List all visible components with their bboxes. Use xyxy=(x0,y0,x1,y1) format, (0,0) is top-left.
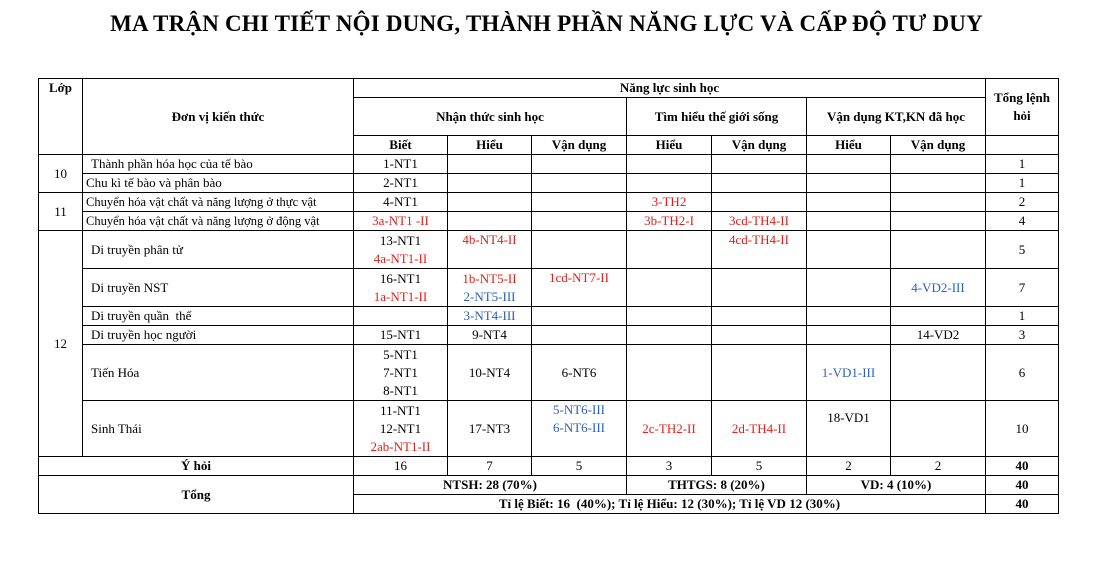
biet-cell: 15-NT1 xyxy=(354,326,448,345)
biet-cell xyxy=(354,401,448,457)
hieu-cell: 17-NT3 xyxy=(448,401,532,457)
unit-cell: Thành phần hóa học của tế bào xyxy=(83,155,354,174)
header-lop: Lớp xyxy=(39,79,83,155)
hieu-cell: 10-NT4 xyxy=(448,345,532,401)
tong-vd: VD: 4 (10%) xyxy=(807,476,986,495)
total-cell: 1 xyxy=(986,174,1059,193)
header-vd-van-dung: Vận dụng xyxy=(891,136,986,155)
biet-cell xyxy=(354,269,448,307)
header-vd-hieu: Hiểu xyxy=(807,136,891,155)
header-nhan-thuc: Nhận thức sinh học xyxy=(354,98,627,136)
biet-cell xyxy=(354,231,448,269)
y-hoi-value: 5 xyxy=(712,457,807,476)
vd-item: 6-NT6-III xyxy=(553,420,605,435)
grade-cell: 11 xyxy=(39,193,83,231)
biet-cell: 1-NT1 xyxy=(354,155,448,174)
vd-item: 5-NT6-III xyxy=(553,402,605,417)
unit-cell: Chuyển hóa vật chất và năng lượng ở động vật xyxy=(83,212,354,231)
vd-vd-cell: 4-VD2-III xyxy=(891,269,986,307)
header-total-blank xyxy=(986,136,1059,155)
table-row xyxy=(39,345,1059,401)
th-vd-cell: 2d-TH4-II xyxy=(712,401,807,457)
unit-cell: Di truyền học người xyxy=(83,326,354,345)
tong-total-2: 40 xyxy=(986,495,1059,514)
header-tong-lenh-hoi: Tổng lệnh hỏi xyxy=(986,79,1059,136)
table-row xyxy=(39,231,1059,269)
biet-item: 5-NT1 xyxy=(383,346,418,362)
biet-item: 7-NT1 xyxy=(383,364,418,380)
y-hoi-value: 16 xyxy=(354,457,448,476)
tong-row xyxy=(39,476,1059,495)
table-row xyxy=(39,269,1059,307)
table-row xyxy=(39,326,1059,345)
y-hoi-total: 40 xyxy=(986,457,1059,476)
biet-cell: 2-NT1 xyxy=(354,174,448,193)
hieu-item: 2-NT5-III xyxy=(463,288,516,304)
table-row xyxy=(39,155,1059,174)
grade-cell: 10 xyxy=(39,155,83,193)
ti-le-text: Tỉ lệ Biết: 16 (40%); Tỉ lệ Hiểu: 12 (30%); Tỉ lệ VD 12 (30%) xyxy=(354,495,986,514)
hieu-item: 1b-NT5-II xyxy=(462,270,517,286)
vd-hieu-cell: 1-VD1-III xyxy=(807,345,891,401)
biet-item: 11-NT1 xyxy=(380,402,421,418)
unit-cell: Di truyền phân tử xyxy=(83,231,354,269)
biet-item: 16-NT1 xyxy=(379,270,422,286)
biet-item: 1a-NT1-II xyxy=(373,288,428,304)
th-hieu-cell: 3-TH2 xyxy=(627,193,712,212)
unit-cell: Di truyền quần thể xyxy=(83,307,354,326)
biet-cell xyxy=(354,345,448,401)
header-hieu: Hiểu xyxy=(448,136,532,155)
vd-cell: 6-NT6 xyxy=(532,345,627,401)
vd-vd-cell: 14-VD2 xyxy=(891,326,986,345)
biet-item: 12-NT1 xyxy=(379,420,422,436)
y-hoi-row xyxy=(39,457,1059,476)
total-cell: 4 xyxy=(986,212,1059,231)
th-vd-cell: 3cd-TH4-II xyxy=(712,212,807,231)
biet-item: 2ab-NT1-II xyxy=(370,438,431,454)
header-th-hieu: Hiểu xyxy=(627,136,712,155)
header-biet: Biết xyxy=(354,136,448,155)
matrix-table xyxy=(38,78,1059,514)
vd-cell xyxy=(532,401,627,457)
table-row xyxy=(39,193,1059,212)
header-van-dung: Vận dụng xyxy=(532,136,627,155)
total-cell: 10 xyxy=(986,401,1059,457)
y-hoi-value: 3 xyxy=(627,457,712,476)
th-hieu-cell: 2c-TH2-II xyxy=(627,401,712,457)
total-cell: 1 xyxy=(986,155,1059,174)
tong-thtgs: THTGS: 8 (20%) xyxy=(627,476,807,495)
y-hoi-value: 5 xyxy=(532,457,627,476)
page-title: MA TRẬN CHI TIẾT NỘI DUNG, THÀNH PHẦN NĂNG LỰC VÀ CẤP ĐỘ TƯ DUY xyxy=(110,11,983,36)
unit-cell: Sinh Thái xyxy=(83,401,354,457)
th-hieu-cell: 3b-TH2-I xyxy=(627,212,712,231)
hieu-cell: 3-NT4-III xyxy=(448,307,532,326)
y-hoi-value: 2 xyxy=(891,457,986,476)
header-don-vi: Đơn vị kiến thức xyxy=(83,79,354,155)
tong-total-1: 40 xyxy=(986,476,1059,495)
header-th-van-dung: Vận dụng xyxy=(712,136,807,155)
table-row xyxy=(39,307,1059,326)
total-cell: 1 xyxy=(986,307,1059,326)
unit-cell: Di truyền NST xyxy=(83,269,354,307)
total-cell: 2 xyxy=(986,193,1059,212)
header-nang-luc: Năng lực sinh học xyxy=(354,79,986,98)
tong-label: Tổng xyxy=(39,476,354,514)
biet-item: 4a-NT1-II xyxy=(373,250,428,266)
total-cell: 3 xyxy=(986,326,1059,345)
unit-cell: Chu kì tế bào và phân bào xyxy=(83,174,354,193)
tong-ntsh: NTSH: 28 (70%) xyxy=(354,476,627,495)
total-cell: 5 xyxy=(986,231,1059,269)
biet-cell: 4-NT1 xyxy=(354,193,448,212)
y-hoi-label: Ý hỏi xyxy=(39,457,354,476)
total-cell: 6 xyxy=(986,345,1059,401)
hieu-cell: 4b-NT4-II xyxy=(448,231,532,269)
hieu-cell xyxy=(448,269,532,307)
biet-item: 8-NT1 xyxy=(383,382,418,398)
header-tim-hieu: Tìm hiểu thế giới sống xyxy=(627,98,807,136)
header-van-dung-kt: Vận dụng KT,KN đã học xyxy=(807,98,986,136)
total-cell: 7 xyxy=(986,269,1059,307)
table-row xyxy=(39,174,1059,193)
unit-cell: Chuyển hóa vật chất và năng lượng ở thực vật xyxy=(83,193,354,212)
y-hoi-value: 2 xyxy=(807,457,891,476)
table-row xyxy=(39,401,1059,457)
vd-cell: 1cd-NT7-II xyxy=(532,269,627,307)
table-row xyxy=(39,212,1059,231)
grade-cell: 12 xyxy=(39,231,83,457)
biet-cell: 3a-NT1 -II xyxy=(354,212,448,231)
y-hoi-value: 7 xyxy=(448,457,532,476)
vd-hieu-cell: 18-VD1 xyxy=(807,401,891,457)
unit-cell: Tiến Hóa xyxy=(83,345,354,401)
hieu-cell: 9-NT4 xyxy=(448,326,532,345)
biet-item: 13-NT1 xyxy=(379,232,422,248)
th-vd-cell: 4cd-TH4-II xyxy=(712,231,807,269)
